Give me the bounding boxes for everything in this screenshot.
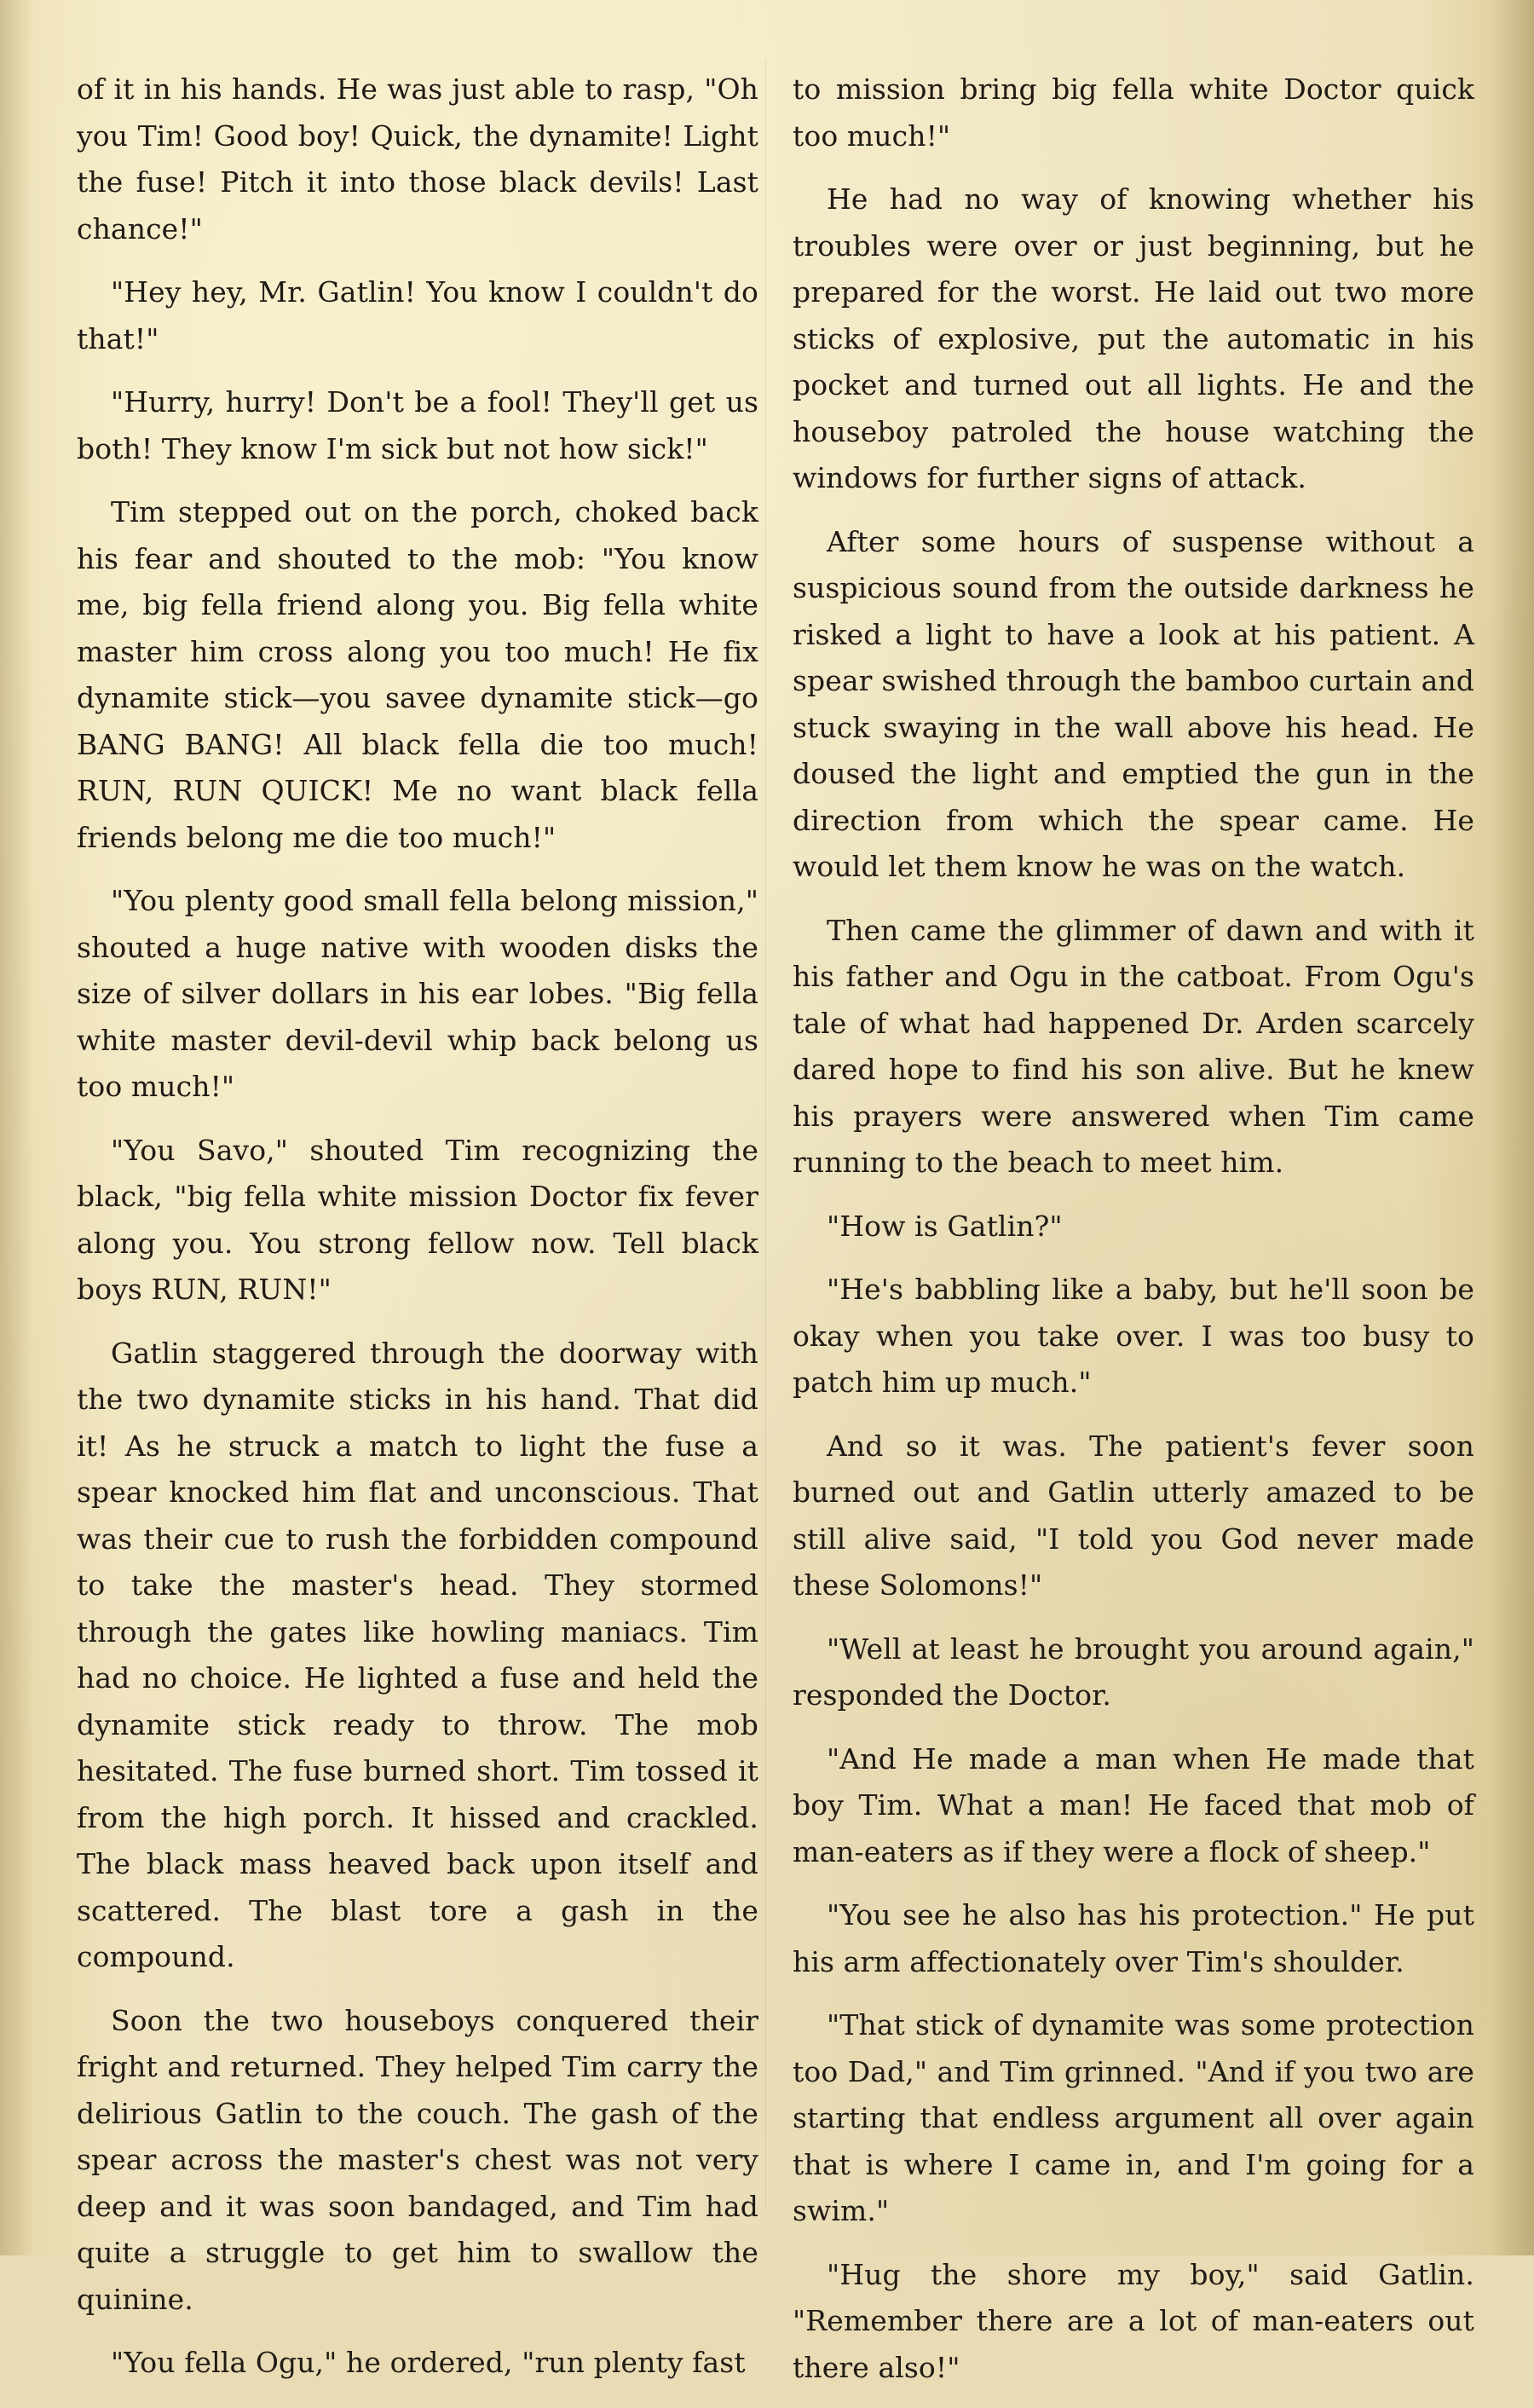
column-gutter	[765, 60, 766, 2208]
paragraph: He had no way of knowing whether his troubles were over or just beginning, but he prepared for the worst. He laid out two more sticks of explosive, put the automatic in his pocket and turned out all lights. He and the houseboy patroled the house watching the windows for further signs of attack.	[793, 182, 1474, 494]
paragraph: "You plenty good small fella belong mission," shouted a huge native with wooden disks the size of silver dollars in his ear lobes. "Big fella white master devil-devil whip back belong us too much!"	[77, 884, 758, 1103]
paragraph: Soon the two houseboys conquered their fright and returned. They helped Tim carry the delirious Gatlin to the couch. The gash of the spear across the master's chest was not very deep and it was soon bandaged, and Tim had quite a struggle to get him to swallow the quinine.	[77, 2003, 758, 2316]
right-text-column	[793, 66, 1474, 2408]
paragraph: After some hours of suspense without a suspicious sound from the outside darkness he risked a light to have a look at his patient. A spear swished through the bamboo curtain and stuck swaying in the wall above his head. He doused the light and emptied the gun in the direction from which the spear came. He would let them know he was on the watch.	[793, 524, 1474, 883]
paragraph: "And He made a man when He made that boy Tim. What a man! He faced that mob of man-eaters as if they were a flock of sheep."	[793, 1741, 1474, 1868]
paragraph: Gatlin staggered through the doorway with the two dynamite sticks in his hand. That did it! As he struck a match to light the fuse a spear knocked him flat and unconscious. That was their cue to rush the forbidden compound to take the master's head. They stormed through the gates like howling maniacs. Tim had no choice. He lighted a fuse and held the dynamite stick ready to throw. The mob hesitated. The fuse burned short. Tim tossed it from the high porch. It hissed and crackled. The black mass heaved back upon itself and scattered. The blast tore a gash in the compound.	[77, 1336, 758, 1973]
paragraph: Tim stepped out on the porch, choked back his fear and shouted to the mob: "You know me, big fella friend along you. Big fella white master him cross along you too much! He fix dynamite stick—you savee dynamite stick—go BANG BANG! All black fella die too much! RUN, RUN QUICK! Me no want black fella friends belong me die too much!"	[77, 495, 758, 854]
paragraph: "Hey hey, Mr. Gatlin! You know I couldn't do that!"	[77, 275, 758, 355]
paragraph: "Well at least he brought you around again," responded the Doctor.	[793, 1631, 1474, 1712]
paragraph: "Hug the shore my boy," said Gatlin. "Remember there are a lot of man-eaters out there also!"	[793, 2257, 1474, 2384]
paragraph: "You fella Ogu," he ordered, "run plenty fast	[111, 2346, 746, 2379]
paragraph: And so it was. The patient's fever soon burned out and Gatlin utterly amazed to be still alive said, "I told you God never made these Solomons!"	[793, 1429, 1474, 1602]
paragraph: "How is Gatlin?"	[827, 1209, 1063, 1243]
paragraph: "You Savo," shouted Tim recognizing the black, "big fella white mission Doctor fix fever along you. You strong fellow now. Tell black boys RUN, RUN!"	[77, 1133, 758, 1306]
paragraph: Then came the glimmer of dawn and with it his father and Ogu in the catboat. From Ogu's tale of what had happened Dr. Arden scarcely dared hope to find his son alive. But he knew his prayers were answered when Tim came running to the beach to meet him.	[793, 913, 1474, 1179]
paragraph: of it in his hands. He was just able to rasp, "Oh you Tim! Good boy! Quick, the dynamite! Light the fuse! Pitch it into those black devils! Last chance!"	[77, 72, 758, 245]
paragraph: to mission bring big fella white Doctor quick too much!"	[793, 72, 1474, 153]
page-edge-shadow-right	[1491, 0, 1534, 2255]
paragraph: "Hurry, hurry! Don't be a fool! They'll get us both! They know I'm sick but not how sick!"	[77, 385, 758, 465]
paragraph: "He's babbling like a baby, but he'll soon be okay when you take over. I was too busy to patch him up much."	[793, 1273, 1474, 1399]
left-text-column	[77, 66, 758, 2404]
paragraph: "That stick of dynamite was some protection too Dad," and Tim grinned. "And if you two are starting that endless argument all over again that is where I came in, and I'm going for a swim."	[793, 2008, 1474, 2227]
page-edge-shadow-left	[0, 0, 34, 2255]
paragraph: "You see he also has his protection." He put his arm affectionately over Tim's shoulder.	[793, 1898, 1474, 1978]
